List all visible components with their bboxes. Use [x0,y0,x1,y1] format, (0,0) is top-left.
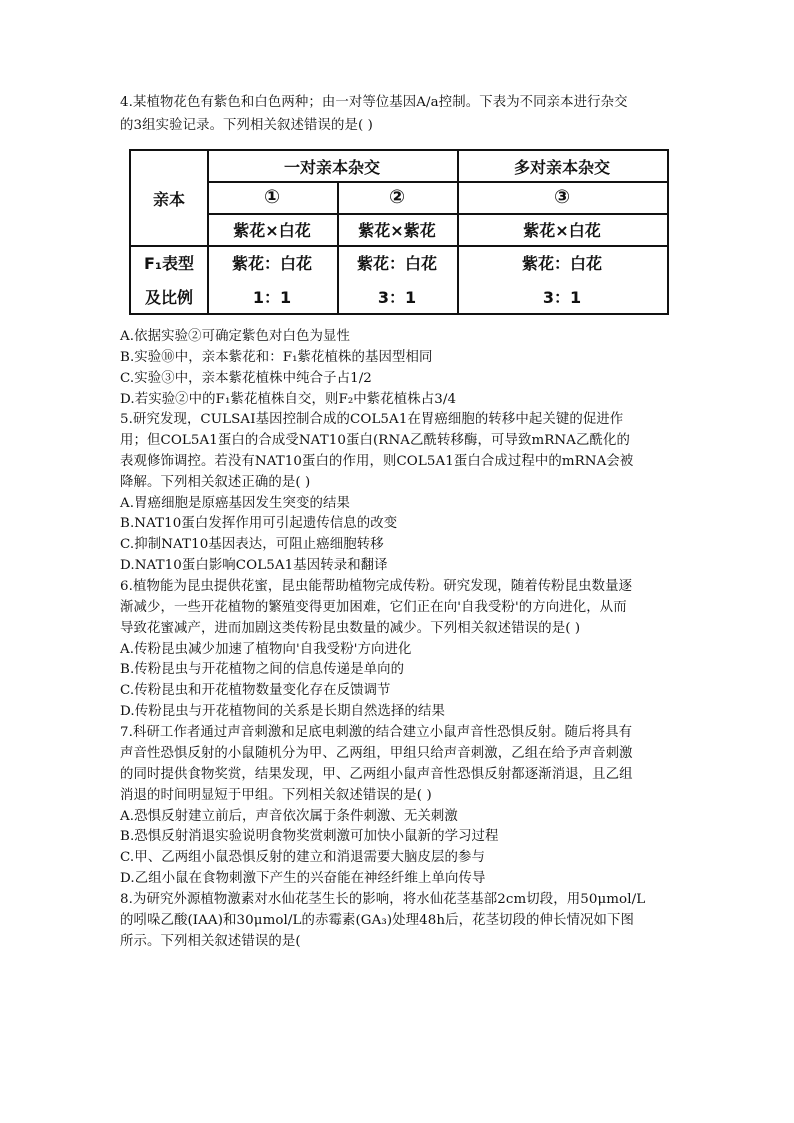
q6-option-d: D.传粉昆虫与开花植物间的关系是长期自然选择的结果 [120,704,445,719]
q5-option-a: A.胃癌细胞是原癌基因发生突变的结果 [120,496,350,511]
q5-stem-line3: 表观修饰调控。若没有NAT10蛋白的作用，则COL5A1蛋白合成过程中的mRNA会被 [120,454,634,469]
q6-option-b: B.传粉昆虫与开花植物之间的信息传递是单向的 [120,662,405,677]
q7-stem-line1: 7.科研工作者通过声音刺激和足底电刺激的结合建立小鼠声音性恐惧反射。随后将具有 [120,725,633,740]
q7-option-c: C.甲、乙两组小鼠恐惧反射的建立和消退需要大脑皮层的参与 [120,850,485,865]
phenotype-3: 紫花：白花 [521,253,602,273]
f1-label-line1: F₁表型 [144,253,194,273]
cross-2: 紫花×紫花 [358,220,436,240]
ratio-2: 3：1 [377,287,417,307]
q4-option-d: D.若实验②中的F₁紫花植株自交，则F₂中紫花植株占3/4 [120,392,457,407]
q5-option-c: C.抑制NAT10基因表达，可阻止癌细胞转移 [120,537,384,552]
group-multi-pair-header: 多对亲本杂交 [513,157,610,177]
experiment-3-label: ③ [553,186,571,208]
cross-experiment-table [129,149,669,315]
q4-stem-line1: 4.某植物花色有紫色和白色两种；由一对等位基因A/a控制。下表为不同亲本进行杂交 [120,95,628,110]
experiment-2-label: ② [388,186,406,208]
q6-option-c: C.传粉昆虫和开花植物数量变化存在反馈调节 [120,683,391,698]
cross-1: 紫花×白花 [233,220,311,240]
q6-option-a: A.传粉昆虫减少加速了植物向'自我受粉'方向进化 [120,642,412,657]
q5-option-d: D.NAT10蛋白影响COL5A1基因转录和翻译 [120,558,388,573]
q7-stem-line3: 的同时提供食物奖赏，结果发现，甲、乙两组小鼠声音性恐惧反射都逐渐消退，且乙组 [120,767,633,782]
q6-stem-line1: 6.植物能为昆虫提供花蜜，昆虫能帮助植物完成传粉。研究发现，随着传粉昆虫数量逐 [120,579,633,594]
q7-stem-line2: 声音性恐惧反射的小鼠随机分为甲、乙两组，甲组只给声音刺激，乙组在给予声音刺激 [120,746,633,761]
q4-option-a: A.依据实验②可确定紫色对白色为显性 [120,329,350,344]
cross-3: 紫花×白花 [523,220,601,240]
q5-stem-line2: 用；但COL5A1蛋白的合成受NAT10蛋白(RNA乙酰转移酶，可导致mRNA乙酰化的 [120,433,630,448]
group-single-pair-header: 一对亲本杂交 [283,157,380,177]
q7-option-d: D.乙组小鼠在食物刺激下产生的兴奋能在神经纤维上单向传导 [120,871,486,886]
q6-stem-line2: 渐减少，一些开花植物的繁殖变得更加困难，它们正在向'自我受粉'的方向进化，从而 [120,600,627,615]
q5-option-b: B.NAT10蛋白发挥作用可引起遗传信息的改变 [120,516,398,531]
q6-stem-line3: 导致花蜜减产，进而加剧这类传粉昆虫数量的减少。下列相关叙述错误的是( ) [120,621,581,636]
q5-stem-line1: 5.研究发现，CULSAI基因控制合成的COL5A1在胃癌细胞的转移中起关键的促进作 [120,412,624,427]
q8-stem-line1: 8.为研究外源植物激素对水仙花茎生长的影响，将水仙花茎基部2cm切段，用50μmol/L [120,892,646,907]
experiment-1-label: ① [263,186,281,208]
ratio-1: 1：1 [252,287,292,307]
q4-option-b: B.实验⑩中，亲本紫花和：F₁紫花植株的基因型相同 [120,350,433,365]
q7-stem-line4: 消退的时间明显短于甲组。下列相关叙述错误的是( ) [120,788,432,803]
q8-stem-line2: 的吲哚乙酸(IAA)和30μmol/L的赤霉素(GA₃)处理48h后，花茎切段的伸长情况如下图 [120,913,634,928]
phenotype-1: 紫花：白花 [231,253,312,273]
q8-stem-line3: 所示。下列相关叙述错误的是( [120,934,301,949]
f1-label-line2: 及比例 [144,287,193,307]
q5-stem-line4: 降解。下列相关叙述正确的是( ) [120,475,311,490]
q4-stem-line2: 的3组实验记录。下列相关叙述错误的是( ) [120,118,373,133]
q7-option-a: A.恐惧反射建立前后，声音依次属于条件刺激、无关刺激 [120,809,458,824]
parent-header: 亲本 [152,189,185,209]
phenotype-2: 紫花：白花 [356,253,437,273]
ratio-3: 3：1 [542,287,582,307]
q7-option-b: B.恐惧反射消退实验说明食物奖赏刺激可加快小鼠新的学习过程 [120,829,499,844]
q4-option-c: C.实验③中，亲本紫花植株中纯合子占1/2 [120,371,372,386]
